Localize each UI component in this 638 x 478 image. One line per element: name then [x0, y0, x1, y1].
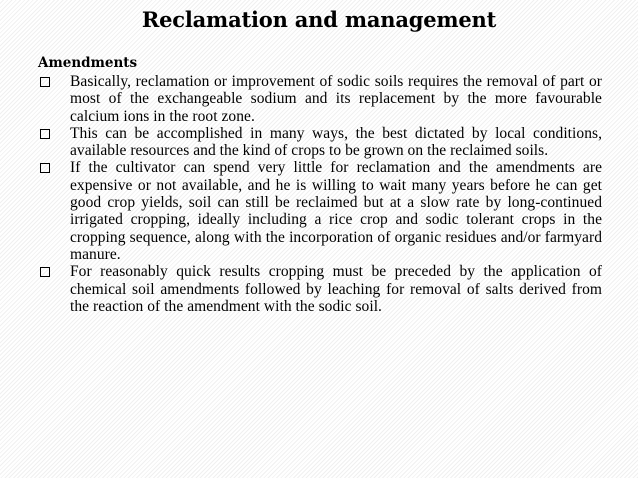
bullet-item — [38, 159, 602, 263]
bullet-text: If the cultivator can spend very little for reclamation and the amendments are expensive or not available, and he is willing to wait many years before he can get good crop yields, soil can still be reclaimed but at a slow rate by long-continued irrigated cropping, ideally including a rice crop and sodic tolerant crops in the cropping sequence, along with the incorporation of organic residues and/or farmyard manure. — [70, 159, 602, 263]
bullet-text: Basically, reclamation or improvement of sodic soils requires the removal of part or most of the exchangeable sodium and its replacement by the more favourable calcium ions in the root zone. — [70, 73, 602, 125]
bullet-item — [38, 263, 602, 315]
checkbox-square-icon — [40, 129, 50, 139]
bullet-text: For reasonably quick results cropping must be preceded by the application of chemical soil amendments followed by leaching for removal of salts derived from the reaction of the amendment with the sodic soil. — [70, 263, 602, 315]
checkbox-square-icon — [40, 163, 50, 173]
checkbox-square-icon — [40, 267, 50, 277]
section-subheading: Amendments — [38, 55, 138, 71]
bullet-item — [38, 73, 602, 125]
checkbox-square-icon — [40, 77, 50, 87]
bullet-text: This can be accomplished in many ways, the best dictated by local conditions, available resources and the kind of crops to be grown on the reclaimed soils. — [70, 124, 602, 160]
slide-content — [38, 55, 602, 315]
bullet-list — [38, 73, 602, 315]
bullet-item — [38, 125, 602, 160]
slide-title: Reclamation and management — [141, 7, 497, 32]
